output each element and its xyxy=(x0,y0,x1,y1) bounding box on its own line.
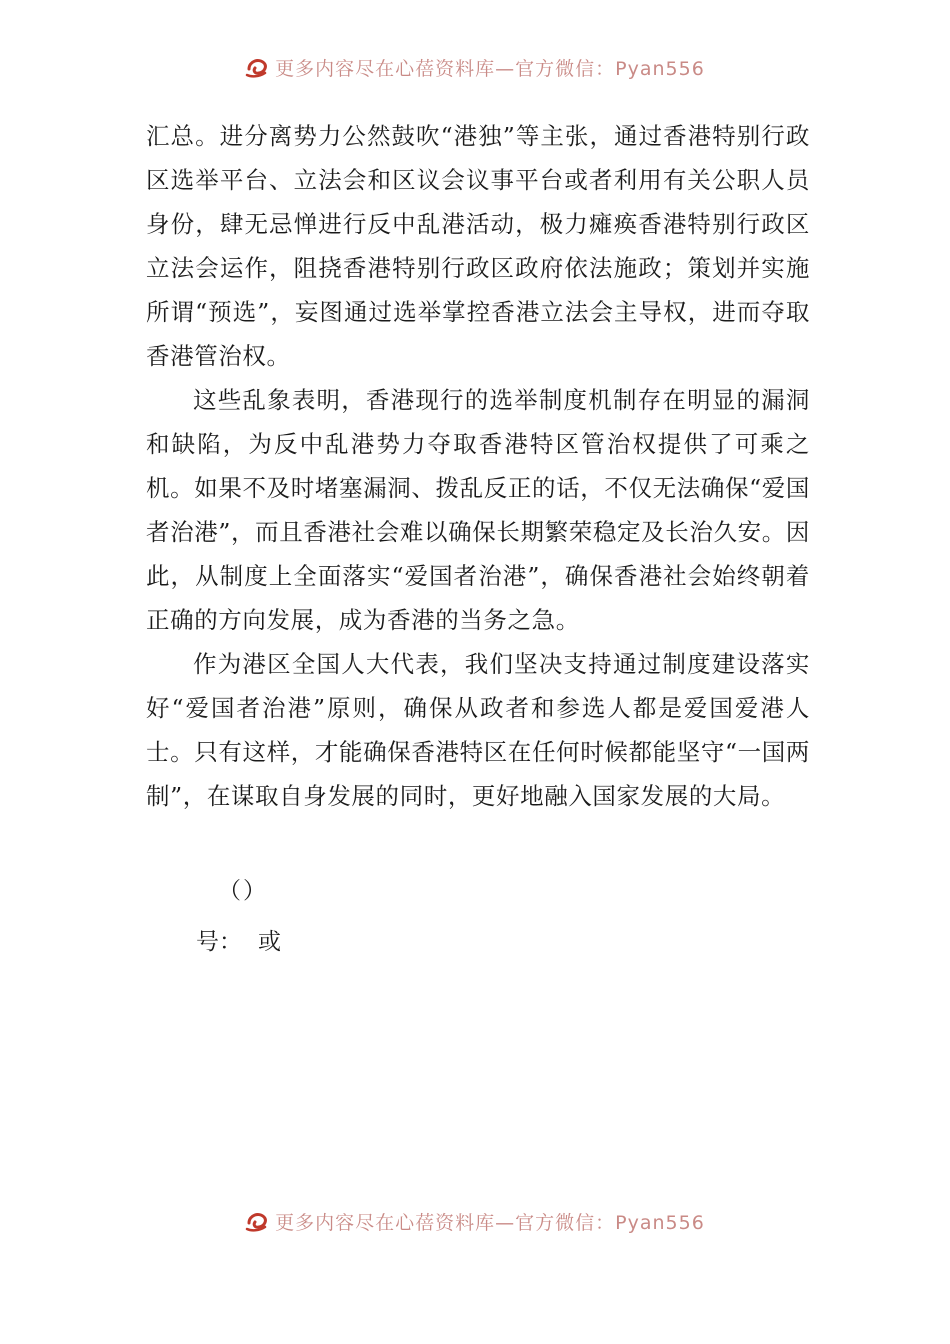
paragraph-2 xyxy=(146,378,810,642)
red-swirl-logo-icon xyxy=(245,55,269,79)
text-line: 这些乱象表明，香港现行的选举制度机制存在明显的漏 xyxy=(193,386,786,414)
text-line: 行政区选举平台、立法会和区议会议事平台或者利用有关公 xyxy=(146,122,810,194)
text-line: 之机。如果不及时堵塞漏洞、拨乱反正的话，不仅无法确保 xyxy=(146,430,810,502)
text-line: “爱国者治港”，而且香港社会难以确保长期繁荣稳定及长 xyxy=(146,474,810,546)
text-line: 实好“爱国者治港”原则，确保从政者和参选人都是爱国爱 xyxy=(146,650,810,722)
text-line: 别行政区立法会运作，阻挠香港特别行政区政府依法施政； xyxy=(146,210,810,282)
paragraph-1 xyxy=(146,114,810,378)
text-line: 导权，进而夺取香港管治权。 xyxy=(146,298,810,370)
number-label: 号： xyxy=(196,929,242,955)
paragraph-3 xyxy=(146,642,810,818)
text-line: 洞和缺陷，为反中乱港势力夺取香港特区管治权提供了可乘 xyxy=(146,386,810,458)
footer-banner-text: 更多内容尽在心蓓资料库—官方微信：Pyan556 xyxy=(275,1211,705,1234)
text-line: 职人员身份，肆无忌惮进行反中乱港活动，极力瘫痪香港特 xyxy=(146,166,810,238)
article-body xyxy=(146,114,810,818)
text-line: 港人士。只有这样，才能确保香港特区在任何时候都能坚守 xyxy=(146,694,811,766)
text-line: 汇总。进分离势力公然鼓吹“港独”等主张，通过香港特别 xyxy=(146,122,762,150)
footer-banner xyxy=(0,1206,950,1236)
header-banner-text: 更多内容尽在心蓓资料库—官方微信：Pyan556 xyxy=(275,57,705,80)
red-swirl-logo-icon xyxy=(245,1209,269,1233)
text-line: 策划并实施所谓“预选”，妄图通过选举掌控香港立法会主 xyxy=(146,254,811,326)
text-line: 作为港区全国人大代表，我们坚决支持通过制度建设落 xyxy=(193,650,786,678)
text-line: 治久安。因此，从制度上全面落实“爱国者治港”，确保香 xyxy=(146,518,810,590)
or-label: 或 xyxy=(258,929,281,955)
empty-parentheses: （） xyxy=(218,878,268,904)
text-line: 展的大局。 xyxy=(664,782,786,810)
text-line: “一国两制”，在谋取自身发展的同时，更好地融入国家发 xyxy=(146,738,810,810)
header-banner xyxy=(0,52,950,82)
text-line: 港社会始终朝着正确的方向发展，成为香港的当务之急。 xyxy=(146,562,810,634)
